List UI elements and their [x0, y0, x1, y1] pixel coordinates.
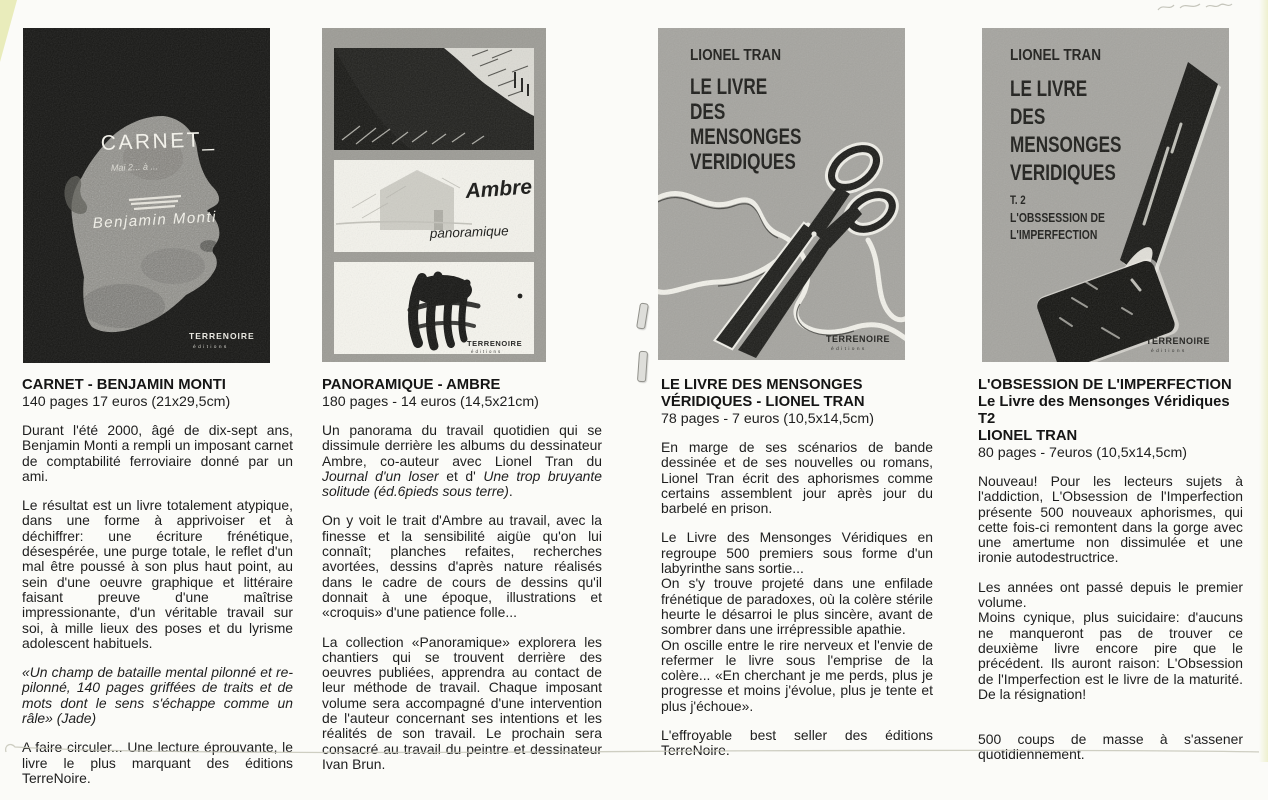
scan-corner-artifact [0, 0, 17, 62]
publisher-logo-sub: éditions [193, 345, 229, 350]
text-segment: et d' [438, 467, 484, 484]
svg-text:DES: DES [690, 100, 726, 125]
book-description: Nouveau! Pour les lecteurs sujets à l'addiction, L'Obsession de l'Imperfection présente 500 nouveaux aphorismes, qui cette fois-ci remontent dans la gorge avec une amertume non dissimulée et une ironie autodestructrice. [978, 473, 1243, 566]
book-description: Le résultat est un livre totalement atypique, dans une forme à apprivoiser et à déchiffrer: une écriture frénétique, désespérée, une purge totale, le reflet d'un mal être poussé à son plus haut point, au sein d'une oeuvre graphique et littéraire faisant preuve d'une maîtrise impressionante, d'un véritable travail sur soi, à mille lieux des poses et du lyrisme adolescent habituels. [22, 497, 293, 651]
svg-text:VERIDIQUES: VERIDIQUES [1010, 161, 1116, 186]
book-details: 78 pages - 7 euros (10,5x14,5cm) [661, 411, 874, 427]
cover1-handwritten-title: CARNET_ [100, 127, 217, 155]
book-entry-mensonges-veridiques [661, 377, 933, 773]
svg-text:DES: DES [1010, 105, 1046, 130]
publisher-logo: TERRENOIRE [1146, 336, 1211, 346]
cover1-handwritten-author: Benjamin Monti [92, 208, 218, 232]
publisher-logo: TERRENOIRE [467, 339, 523, 348]
svg-text:MENSONGES: MENSONGES [690, 125, 802, 150]
book-heading: L'OBSESSION DE L'IMPERFECTION [978, 377, 1232, 393]
staple [632, 303, 652, 388]
cover3-author: LIONEL TRAN [690, 47, 782, 65]
review-quote: «Un champ de bataille mental pilonné et re-pilonné, 140 pages griffées de traits et de mots dont le sens s'échappe comme un râle» (Jade) [22, 664, 293, 727]
book-entry-obsession-imperfection [978, 377, 1243, 777]
book-heading: LE LIVRE DES MENSONGES VÉRIDIQUES - LIONEL TRAN [661, 377, 865, 410]
book-details: 80 pages - 7euros (10,5x14,5cm) [978, 445, 1187, 461]
book-description: L'effroyable best seller des éditions TerreNoire. [661, 727, 933, 759]
book-description: Le Livre des Mensonges Véridiques en regroupe 500 premiers sous forme d'un labyrinthe sans sortie... [661, 529, 933, 577]
svg-text:VERIDIQUES: VERIDIQUES [690, 150, 796, 175]
cover2-subtitle: panoramique [429, 223, 509, 241]
cover4-author: LIONEL TRAN [1010, 47, 1102, 65]
book-cover-carnet [23, 28, 270, 363]
cover2-title: Ambre [464, 175, 533, 203]
book-description: La collection «Panoramique» explorera les chantiers qui se trouvent derrière des oeuvres publiées, apprendra au contact de leur méthode de travail. Chaque imposant volume sera accompagné d'une intervention de l'auteur concernant ses intentions et les réalités de son travail. Le prochain sera consacré au travail du peintre et dessinateur Ivan Brun. [322, 633, 602, 772]
publisher-logo-sub: éditions [1151, 349, 1187, 354]
book-cover-obsession-imperfection [982, 28, 1229, 362]
book-entry-panoramique [322, 377, 602, 786]
cover1-handwritten-date: Mai 2... à ... [110, 161, 159, 173]
publisher-logo-sub: éditions [831, 347, 867, 352]
svg-text:L'OBSSESSION DE: L'OBSSESSION DE [1010, 210, 1105, 226]
book-title-italic: Journal d'un loser [322, 467, 439, 484]
book-heading: PANORAMIQUE - AMBRE [322, 377, 501, 393]
book-cover-mensonges-veridiques [658, 28, 905, 360]
svg-text:MENSONGES: MENSONGES [1010, 133, 1122, 158]
svg-text:L'IMPERFECTION: L'IMPERFECTION [1010, 227, 1098, 243]
book-details: 140 pages 17 euros (21x29,5cm) [22, 394, 231, 410]
book-entry-carnet [22, 377, 293, 800]
text-segment: Un panorama du travail quotidien qui se dissimule derrière les albums du dessinateur Ambre, co-auteur avec Lionel Tran du [322, 422, 602, 469]
book-heading: LIONEL TRAN [978, 428, 1078, 444]
book-heading: CARNET - BENJAMIN MONTI [22, 377, 226, 393]
book-cover-panoramique [322, 28, 546, 362]
book-description: Les années ont passé depuis le premier volume. [978, 578, 1243, 611]
scan-edge-strip [1259, 0, 1268, 762]
pencil-scribble [1150, 0, 1260, 16]
book-description: 500 coups de masse à s'assener quotidiennement. [978, 731, 1243, 763]
book-description: En marge de ses scénarios de bande dessinée et de ses nouvelles ou romans, Lionel Tran écrit des aphorismes comme certains assemblent jour après jour du barbelé en prison. [661, 439, 933, 517]
text-segment: . [508, 483, 513, 500]
book-title-italic: Une trop bruyante solitude (éd.6pieds sous terre) [322, 467, 602, 500]
staple-leg [636, 302, 649, 329]
publisher-logo: TERRENOIRE [826, 334, 891, 344]
book-description [322, 423, 602, 499]
book-description: On oscille entre le rire nerveux et l'envie de refermer le livre sous l'emprise de la colère... «En cherchant je me perds, plus je progresse et moins j'évolue, plus je tente et plus j'échoue». [661, 636, 933, 714]
cover4-tome: T. 2 [1010, 194, 1026, 208]
book-description: Durant l'été 2000, âgé de dix-sept ans, Benjamin Monti a rempli un imposant carnet de comptabilité ferroviaire donné par un ami. [22, 422, 293, 484]
book-details: 180 pages - 14 euros (14,5x21cm) [322, 394, 539, 410]
book-description: On s'y trouve projeté dans une enfilade frénétique de paradoxes, où la colère stérile heurte le désarroi le plus sincère, avant de sombrer dans une irrépressible apathie. [661, 575, 933, 638]
book-description: Moins cynique, plus suicidaire: d'aucuns ne manqueront pas de trouver ce deuxième livre encore pire que le précédent. Ils auront raison: L'Obsession de l'Imperfection est le livre de la maturité. De la résignation! [978, 609, 1243, 702]
publisher-logo: TERRENOIRE [189, 331, 255, 341]
book-heading: Le Livre des Mensonges Véridiques T2 [978, 394, 1230, 427]
svg-text:LE LIVRE: LE LIVRE [690, 75, 768, 100]
book-description: On y voit le trait d'Ambre au travail, avec la finesse et la sensibilité aigüe qu'on lui connaît; planches refaites, recherches avortées, dessins d'après nature réalisés dans le cadre de cours de dessins qu'il donnait à une époque, illustrations et «croquis» d'une patience folle... [322, 512, 602, 621]
publisher-logo-sub: éditions [471, 349, 503, 354]
book-description: A faire circuler... Une lecture éprouvante, le livre le plus marquant des éditions TerreNoire. [22, 739, 293, 786]
staple-leg [637, 351, 648, 383]
svg-text:LE LIVRE: LE LIVRE [1010, 77, 1088, 102]
